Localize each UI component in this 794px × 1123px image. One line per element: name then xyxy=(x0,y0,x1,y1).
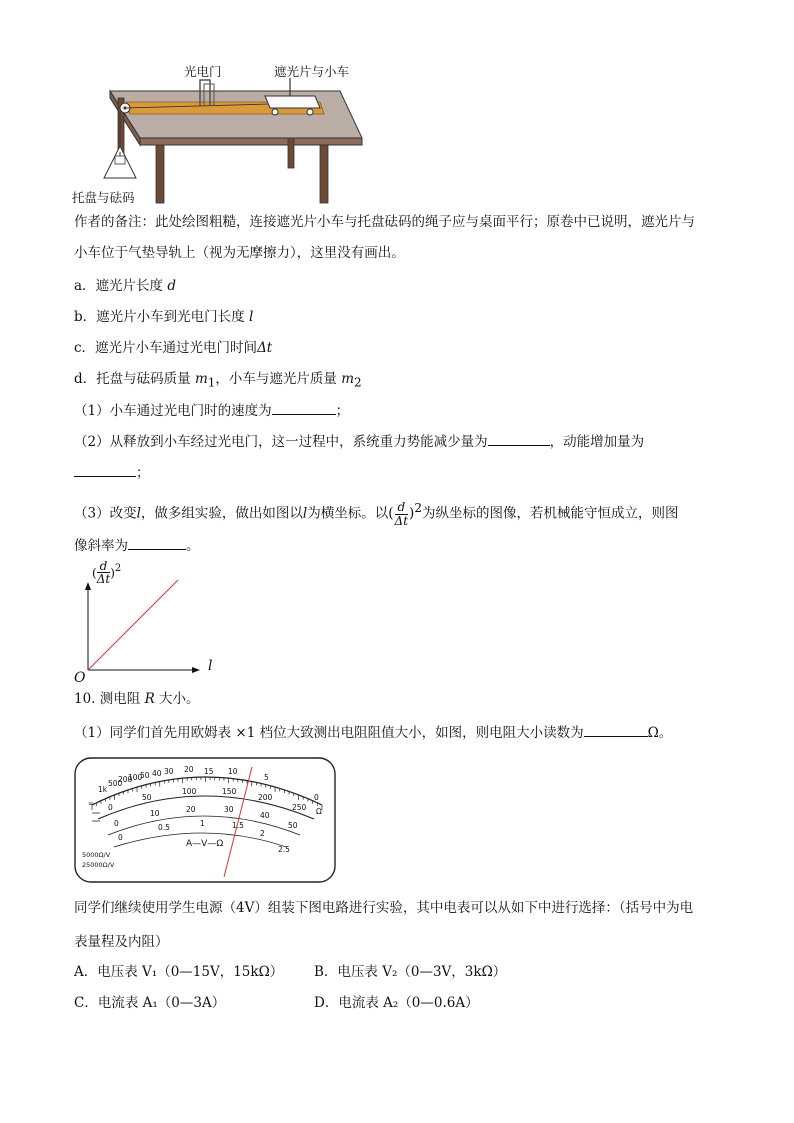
item-a-var: d xyxy=(167,278,177,294)
mid-scale-label: 100 xyxy=(182,787,197,796)
label-tray: 托盘与砝码 xyxy=(72,190,135,205)
item-d-text: d．托盘与砝码质量 xyxy=(74,371,191,387)
ac-scale-label: 0 xyxy=(118,833,123,842)
q3-var-l2: l xyxy=(302,505,308,522)
option-c: C．电流表 A₁（0—3A） xyxy=(74,995,226,1011)
question-3-cont xyxy=(74,535,200,556)
option-d: D．电流表 A₂（0—0.6A） xyxy=(314,995,479,1011)
ac-scale-label: 1 xyxy=(200,819,205,828)
continue-line-2: 表量程及内阻） xyxy=(74,934,169,950)
apparatus-drawing xyxy=(70,58,370,208)
v-scale-label: 20 xyxy=(186,805,196,814)
item-b xyxy=(74,307,253,327)
ohm-scale-label: 100 xyxy=(128,773,143,782)
mid-scale-label: 200 xyxy=(258,793,273,802)
ohm-scale-label: 20 xyxy=(184,765,194,774)
ohm-scale-label: 10 xyxy=(228,767,238,776)
ac-scale-label: 2 xyxy=(260,829,265,838)
item-d xyxy=(74,369,362,393)
item-c-var: Δt xyxy=(257,340,273,356)
ohm-symbol: Ω xyxy=(316,807,322,816)
ohm-scale-label: 5 xyxy=(264,773,269,782)
ohm-scale-label: 40 xyxy=(152,769,162,778)
meter-sensitivity-2: 25000Ω/V xyxy=(82,861,115,869)
problem-10-q1 xyxy=(74,722,672,743)
item-a-text: a．遮光片长度 xyxy=(74,278,164,294)
graph-ylabel-num: d xyxy=(97,560,111,573)
q3-frac-num: d xyxy=(395,501,409,515)
graph-ylabel-den: Δt xyxy=(96,572,111,586)
q3-fraction xyxy=(395,501,409,528)
q1-end: ； xyxy=(335,403,350,419)
p10-q1-text: （1）同学们首先用欧姆表 ×1 档位大致测出电阻阻值大小，如图，则电阻大小读数为 xyxy=(74,725,584,741)
ohm-scale-label: 1k xyxy=(98,785,108,794)
meter-center-label: A—V—Ω xyxy=(186,839,224,849)
q2-answer-blank-2[interactable] xyxy=(74,462,136,477)
item-d-var1: m xyxy=(194,371,208,387)
label-photogate: 光电门 xyxy=(184,64,222,79)
p10-title-post: 大小。 xyxy=(159,691,200,707)
question-3: （3）改变l，做多组实验，做出如图以l为横坐标。以( $\frac{d}{\Delta t}$ )$^2$为纵坐标的图像，若机械能守恒成立，则图 xyxy=(74,499,679,528)
q3-answer-blank[interactable] xyxy=(128,535,186,550)
label-cart: 遮光片与小车 xyxy=(274,64,350,79)
ac-scale-label: 2.5 xyxy=(278,845,290,854)
q2-answer-blank-1[interactable] xyxy=(488,431,550,446)
item-d-var2: m xyxy=(341,371,355,387)
ohm-scale-label: ∞ xyxy=(88,799,95,808)
note-line-2: 小车位于气垫导轨上（视为无摩擦力），这里没有画出。 xyxy=(74,245,405,261)
meter-scales xyxy=(74,757,336,883)
q2-end: ； xyxy=(136,465,150,481)
item-c xyxy=(74,338,272,358)
option-b: B．电压表 V₂（0—3V，3kΩ） xyxy=(314,964,507,980)
q3-var-l: l xyxy=(136,505,141,522)
p10-q1-answer-blank[interactable] xyxy=(584,722,648,737)
mid-scale-label: 150 xyxy=(222,787,237,796)
q3-text1: （3）改变 xyxy=(74,505,137,522)
v-scale-label: 0 xyxy=(114,819,119,828)
item-a xyxy=(74,276,176,296)
ohm-scale-label: 50 xyxy=(140,771,150,780)
question-2 xyxy=(74,431,644,452)
ohm-scale-label: 500 xyxy=(108,779,123,788)
q3-end: 。 xyxy=(186,538,200,554)
v-scale-label: 50 xyxy=(288,821,298,830)
q1-text: （1）小车通过光电门时的速度为 xyxy=(74,403,272,419)
ohm-scale-label: 200 xyxy=(118,775,133,784)
item-d-sub1: 1 xyxy=(207,375,216,390)
multimeter-figure xyxy=(74,757,336,883)
slope-graph xyxy=(70,558,230,684)
ac-scale-label: 1.5 xyxy=(232,821,244,830)
graph-ylabel-exp: 2 xyxy=(114,563,122,574)
item-b-text: b．遮光片小车到光电门长度 xyxy=(74,309,245,325)
q3-line2: 像斜率为 xyxy=(74,538,128,554)
ac-scale-label: 0.5 xyxy=(158,823,170,832)
ohm-scale-label: 30 xyxy=(164,767,174,776)
graph-origin: O xyxy=(74,670,86,686)
item-d-sub2: 2 xyxy=(354,375,362,390)
q2-mid: ，动能增加量为 xyxy=(549,434,645,450)
q3-frac-den: Δt xyxy=(394,513,409,528)
v-scale-label: 30 xyxy=(224,805,234,814)
note-line-1: 作者的备注：此处绘图粗糙，连接遮光片小车与托盘砝码的绳子应与桌面平行；原卷中已说明，遮光片与 xyxy=(74,214,695,230)
meter-sensitivity-1: 5000Ω/V xyxy=(82,851,111,859)
question-2-cont xyxy=(74,462,150,483)
p10-title-pre: 10. 测电阻 xyxy=(74,691,141,707)
linear-line xyxy=(88,580,178,670)
option-a: A．电压表 V₁（0—15V，15kΩ） xyxy=(74,964,284,980)
ohm-scale-label: 0 xyxy=(314,793,319,802)
q1-answer-blank[interactable] xyxy=(272,400,336,415)
mid-scale-label: 50 xyxy=(142,793,152,802)
question-1 xyxy=(74,400,349,421)
ohm-scale-label: 15 xyxy=(204,767,214,776)
q3-text3: 为横坐标。以( xyxy=(307,505,394,522)
v-scale-label: 40 xyxy=(260,811,270,820)
apparatus-figure xyxy=(70,58,370,208)
item-c-text: c．遮光片小车通过光电门时间 xyxy=(74,340,258,356)
mid-scale-label: 250 xyxy=(292,803,307,812)
q3-text2: ，做多组实验，做出如图以 xyxy=(140,505,303,522)
mid-scale-label: 0 xyxy=(108,803,113,812)
q3-exp: 2 xyxy=(414,501,422,515)
graph-ylabel: ( $\frac{d}{\Delta t}$ )$^2$ xyxy=(92,559,122,586)
item-d-mid: ，小车与遮光片质量 xyxy=(215,371,337,387)
v-scale-label: 10 xyxy=(150,809,160,818)
x-axis-arrow xyxy=(192,667,200,673)
graph-xlabel: l xyxy=(208,658,213,674)
continue-line-1: 同学们继续使用学生电源（4V）组装下图电路进行实验，其中电表可以从如下中进行选择：（括号中为电 xyxy=(74,900,694,916)
p10-title-var: R xyxy=(144,691,155,707)
item-b-var: l xyxy=(248,309,254,325)
q3-text4: 为纵坐标的图像，若机械能守恒成立，则图 xyxy=(421,505,679,522)
problem-10-title xyxy=(74,689,200,709)
q2-text: （2）从释放到小车经过光电门，这一过程中，系统重力势能减少量为 xyxy=(74,434,488,450)
y-axis-arrow xyxy=(85,582,91,590)
p10-q1-unit: Ω。 xyxy=(647,725,673,741)
